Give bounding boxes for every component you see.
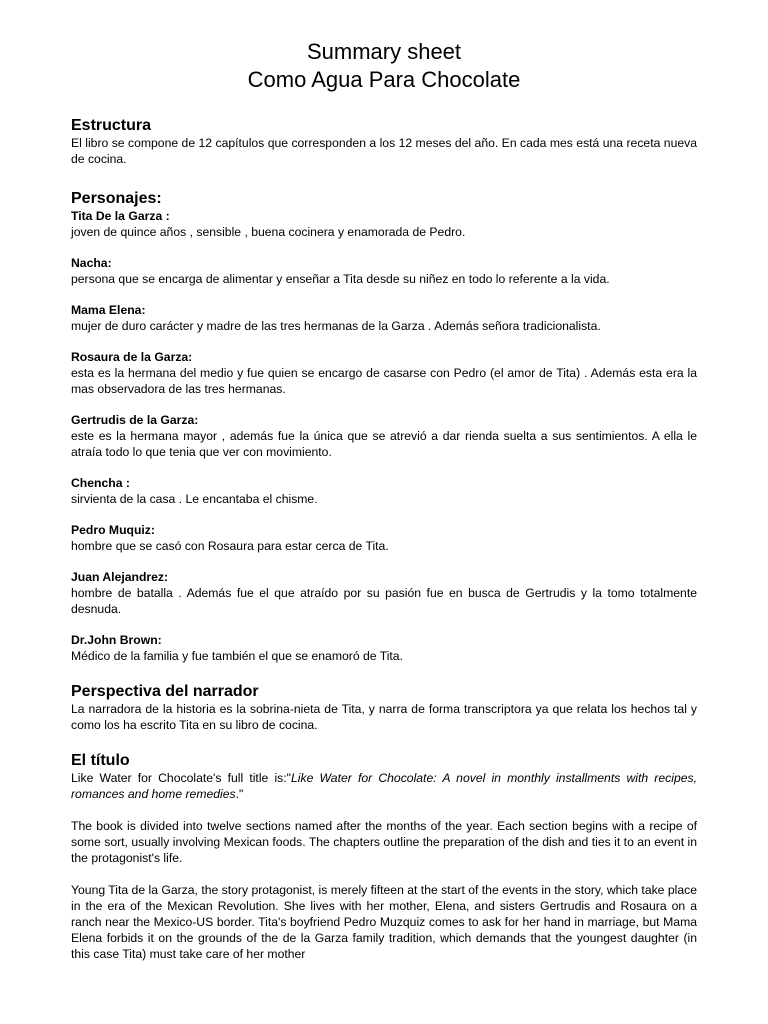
title-line-2: Como Agua Para Chocolate: [247, 67, 521, 92]
character-name: Juan Alejandrez:: [71, 570, 169, 584]
heading-titulo: El título: [71, 752, 130, 769]
character-entry: [71, 208, 697, 240]
titulo-paragraph-2: The book is divided into twelve sections named after the months of the year. Each section begins with a recipe of some sort, usually involving Mexican foods. The chapters outline the preparation of the dish and ties it to an event in the protagonist's life.: [71, 819, 697, 865]
character-name: Rosaura de la Garza:: [71, 350, 193, 364]
character-name: Nacha:: [71, 256, 112, 270]
character-desc: joven de quince años , sensible , buena cocinera y enamorada de Pedro.: [71, 225, 466, 239]
character-entry: [71, 302, 697, 334]
titulo-intro: Like Water for Chocolate's full title is:": [71, 771, 291, 785]
document-page: [71, 0, 697, 962]
character-entry: [71, 475, 697, 507]
titulo-full-title: Like Water for Chocolate: A novel in monthly installments with recipes, romances and home remedies: [71, 771, 697, 801]
character-entry: [71, 522, 697, 554]
character-name: Mama Elena:: [71, 303, 146, 317]
character-desc: mujer de duro carácter y madre de las tres hermanas de la Garza . Además señora tradicionalista.: [71, 319, 601, 333]
document-title: [71, 38, 697, 94]
character-desc: esta es la hermana del medio y fue quien se encargo de casarse con Pedro (el amor de Tita) . Además esta era la mas observadora de las tres hermanas.: [71, 366, 697, 396]
character-desc: hombre de batalla . Además fue el que atraído por su pasión fue en busca de Gertrudis y la tomo totalmente desnuda.: [71, 586, 697, 616]
title-line-1: Summary sheet: [306, 39, 462, 64]
character-desc: este es la hermana mayor , además fue la única que se atrevió a dar rienda suelta a sus sentimientos. A ella le atraía todo lo que tenia que ver con movimiento.: [71, 429, 697, 459]
titulo-intro-paragraph: [71, 770, 697, 802]
character-entry: [71, 569, 697, 617]
character-desc: persona que se encarga de alimentar y enseñar a Tita desde su niñez en todo lo referente a la vida.: [71, 272, 610, 286]
heading-personajes: Personajes:: [71, 190, 162, 207]
character-desc: sirvienta de la casa . Le encantaba el chisme.: [71, 492, 318, 506]
perspectiva-text: La narradora de la historia es la sobrina-nieta de Tita, y narra de forma transcriptora ya que relata los hechos tal y como los ha escrito Tita en su libro de cocina.: [71, 702, 697, 732]
character-desc: Médico de la familia y fue también el que se enamoró de Tita.: [71, 649, 403, 663]
character-entry: [71, 412, 697, 460]
character-name: Dr.John Brown:: [71, 633, 162, 647]
character-desc: hombre que se casó con Rosaura para estar cerca de Tita.: [71, 539, 389, 553]
character-entry: [71, 632, 697, 664]
titulo-outro: .": [235, 787, 244, 801]
heading-estructura: Estructura: [71, 117, 152, 134]
titulo-paragraph-3: Young Tita de la Garza, the story protagonist, is merely fifteen at the start of the events in the story, which take place in the era of the Mexican Revolution. She lives with her mother, Elena, and sisters Gertrudis and Rosaura on a ranch near the Mexico-US border. Tita's boyfriend Pedro Muzquiz comes to ask for her hand in marriage, but Mama Elena forbids it on the grounds of the de la Garza family tradition, which demands that the youngest daughter (in this case Tita) must take care of her mother: [71, 883, 697, 961]
character-name: Gertrudis de la Garza:: [71, 413, 199, 427]
character-entry: [71, 349, 697, 397]
character-name: Tita De la Garza :: [71, 209, 170, 223]
character-entry: [71, 255, 697, 287]
heading-perspectiva: Perspectiva del narrador: [71, 683, 259, 700]
estructura-text: El libro se compone de 12 capítulos que corresponden a los 12 meses del año. En cada mes está una receta nueva de cocina.: [71, 136, 697, 166]
character-name: Chencha :: [71, 476, 130, 490]
character-name: Pedro Muquiz:: [71, 523, 155, 537]
